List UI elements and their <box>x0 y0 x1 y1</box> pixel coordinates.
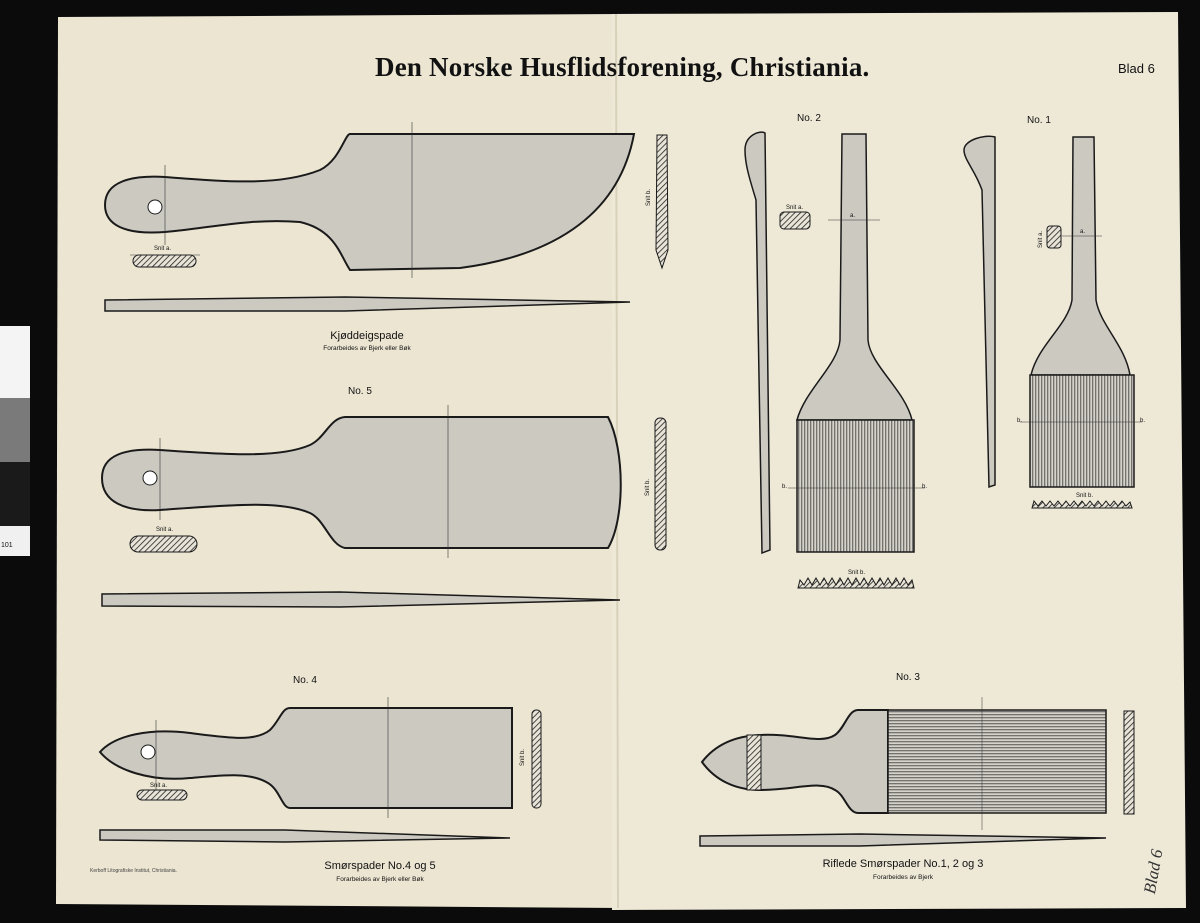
kjoddeigspade-snit-b: Snit b. <box>646 188 652 206</box>
no5-snit-a: Snit a. <box>156 527 174 533</box>
kjoddeigspade-subcaption: Forarbeides av Bjerk eller Bøk <box>323 345 411 352</box>
riflede-subcaption: Forarbeides av Bjerk <box>873 874 933 881</box>
no5-label: No. 5 <box>348 386 372 397</box>
no5-snit-b: Snit b. <box>645 478 651 496</box>
sheet-number: Blad 6 <box>1118 61 1155 76</box>
no1-b-mark-left: b. <box>1017 418 1023 424</box>
calibration-number: 101 <box>1 542 13 549</box>
handwritten-sheet-note: Blad 6 <box>1140 847 1167 896</box>
kjoddeigspade-caption: Kjøddeigspade <box>330 330 404 342</box>
no4-label: No. 4 <box>293 675 317 686</box>
no2-snit-b: Snit b. <box>848 570 866 576</box>
no1-snit-b: Snit b. <box>1076 493 1094 499</box>
no4-snit-a: Snit a. <box>150 783 168 789</box>
riflede-caption: Riflede Smørspader No.1, 2 og 3 <box>822 858 984 870</box>
smorspader-subcaption: Forarbeides av Bjerk eller Bøk <box>336 876 424 883</box>
kjoddeigspade-snit-a: Snit a. <box>154 246 172 252</box>
no2-a-mark: a. <box>850 213 856 219</box>
no2-b-mark-right: b. <box>922 484 928 490</box>
no2-label: No. 2 <box>797 113 821 124</box>
no1-label: No. 1 <box>1027 115 1051 126</box>
smorspader-caption: Smørspader No.4 og 5 <box>324 860 436 872</box>
no1-snit-a: Snit a. <box>1038 230 1044 248</box>
no3-label: No. 3 <box>896 672 920 683</box>
no1-b-mark-right: b. <box>1140 418 1146 424</box>
no2-snit-a: Snit a. <box>786 205 804 211</box>
page-title: Den Norske Husflidsforening, Christiania. <box>375 52 870 82</box>
color-calibration-strip <box>0 326 30 556</box>
no1-a-mark: a. <box>1080 229 1086 235</box>
no4-snit-b: Snit b. <box>520 748 526 766</box>
printer-imprint: Kerboff Litografiske Institut, Christiania. <box>90 868 177 874</box>
no2-b-mark-left: b. <box>782 484 788 490</box>
